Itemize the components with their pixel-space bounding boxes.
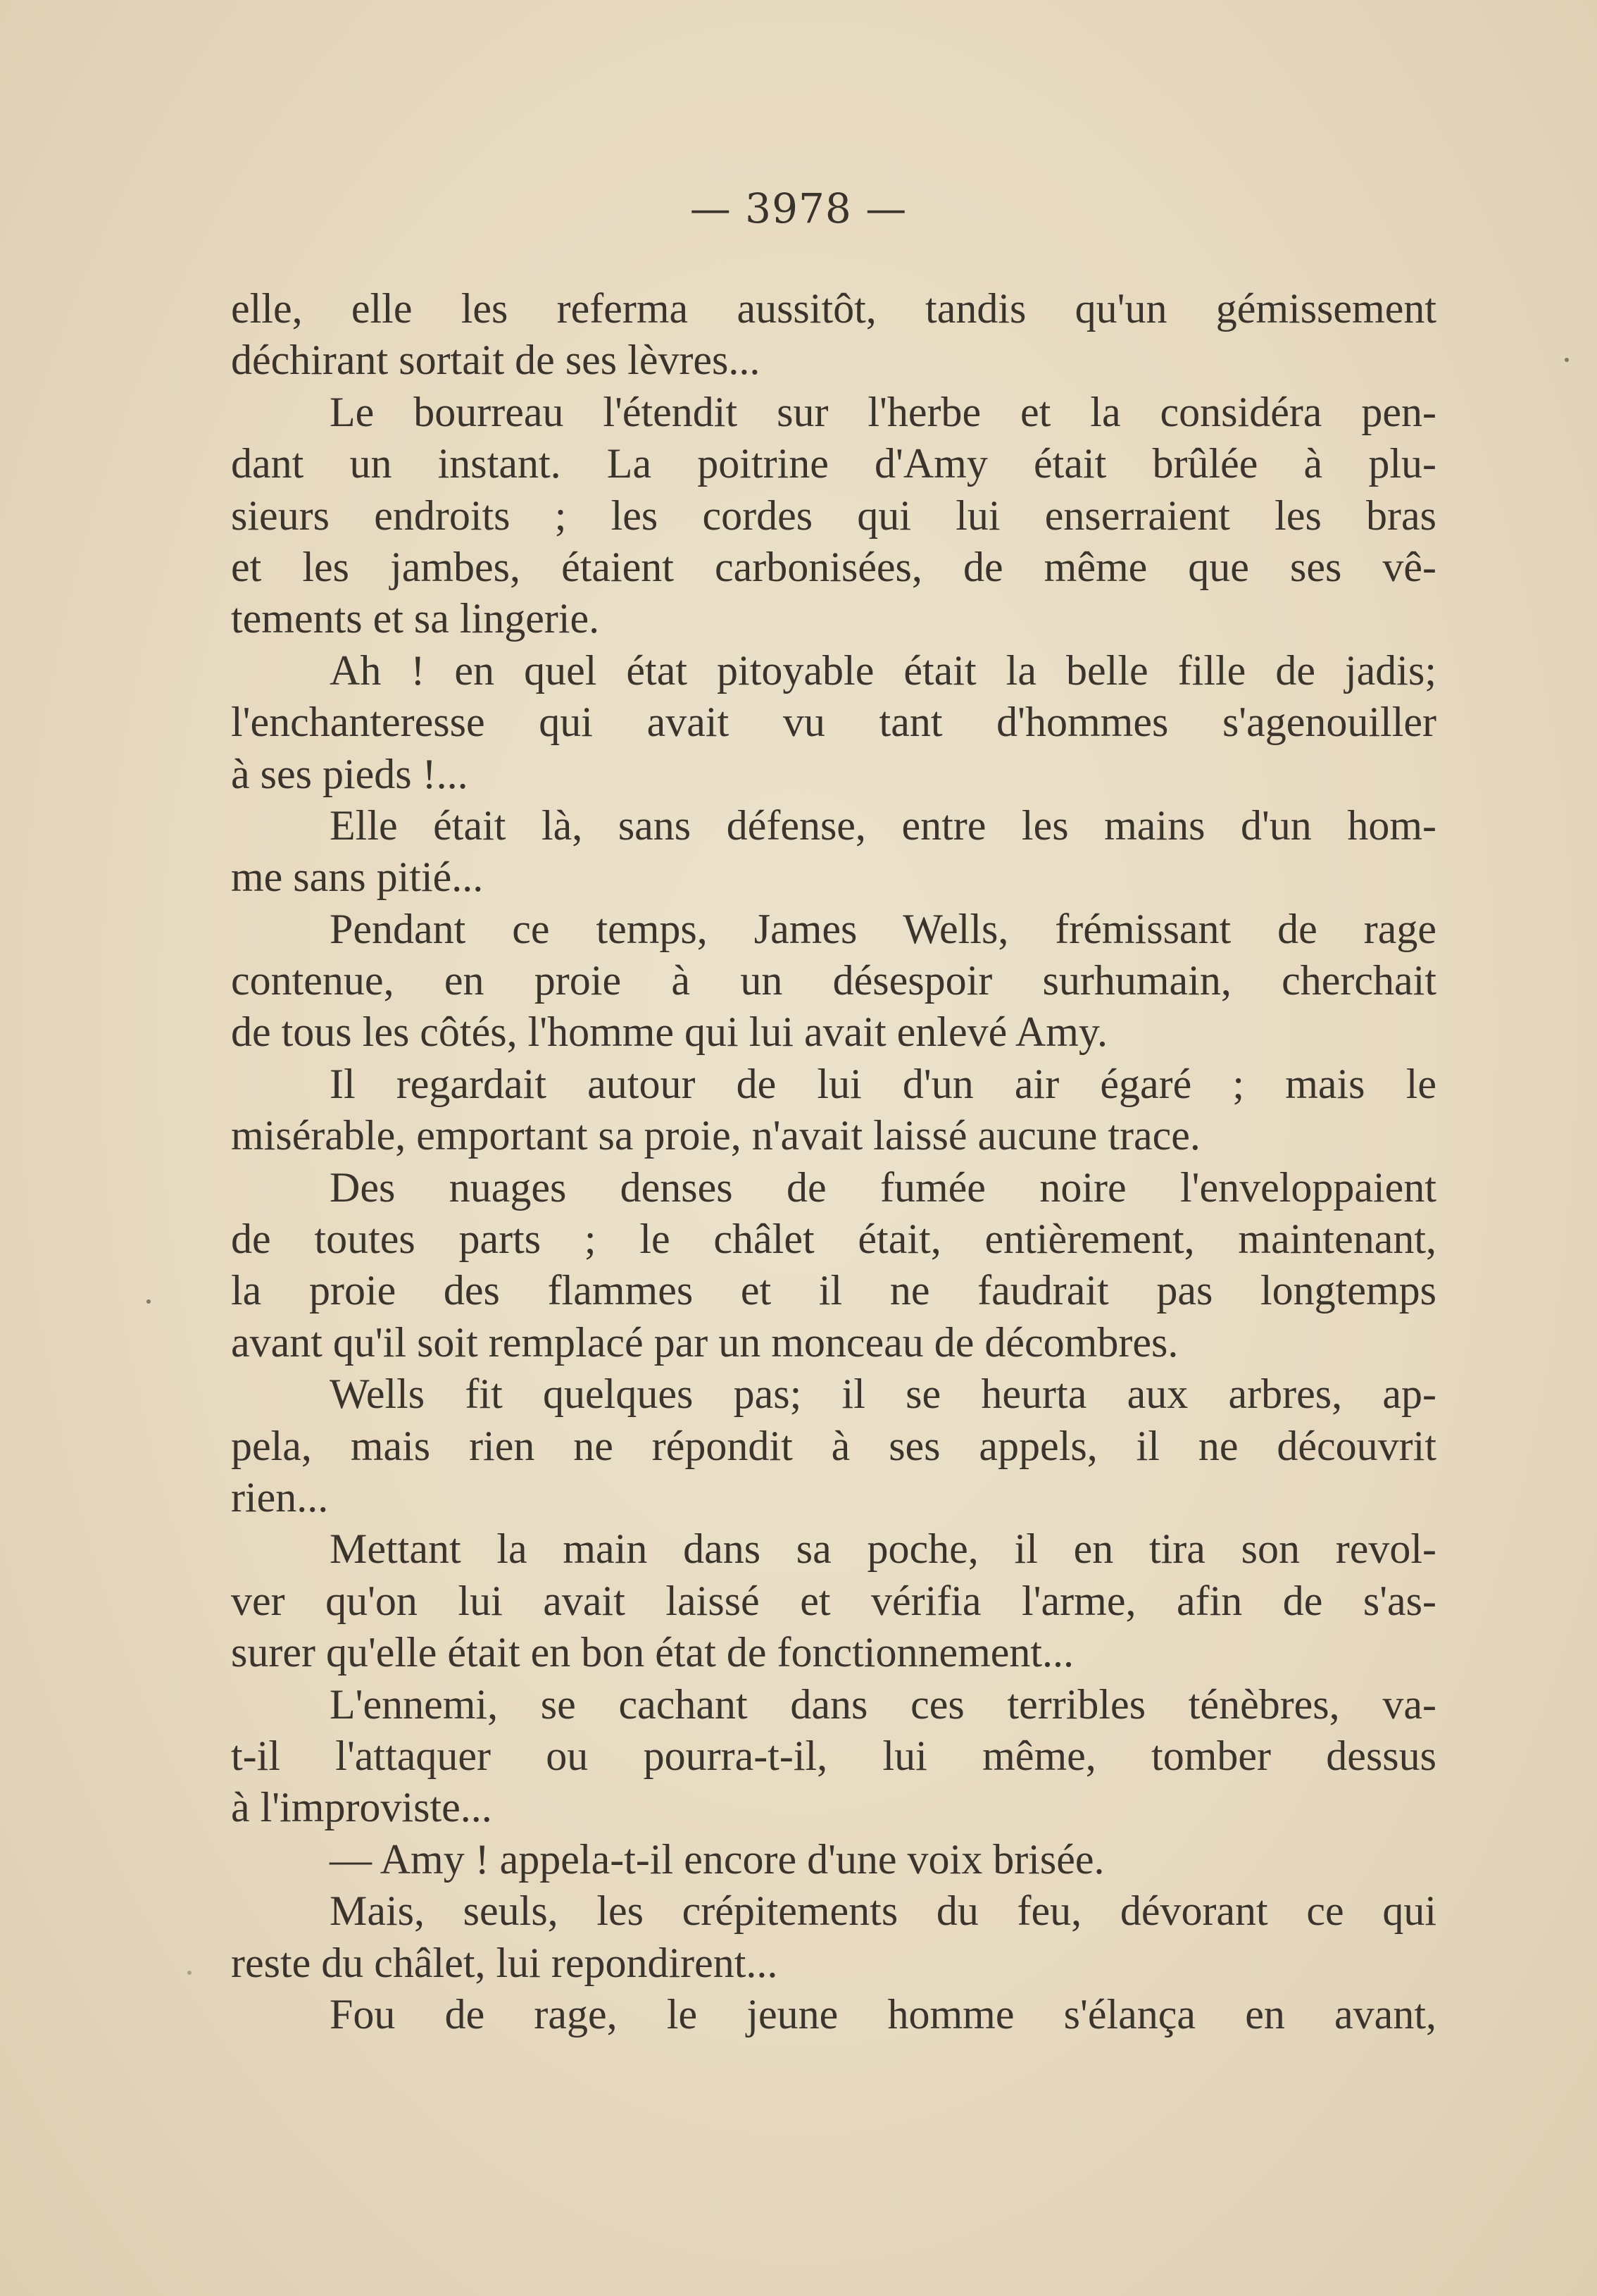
text-line: avant qu'il soit remplacé par un monceau de décombres. <box>231 1318 1179 1366</box>
text-line: à ses pieds !... <box>231 750 468 797</box>
text-line: Elle était là, sans défense, entre les mains d'un hom- <box>330 801 1436 849</box>
paper-speck <box>187 1971 192 1975</box>
text-line: Des nuages denses de fumée noire l'enveloppaient <box>330 1163 1436 1211</box>
text-line: et les jambes, étaient carbonisées, de même que ses vê- <box>231 543 1436 590</box>
text-line: Mais, seuls, les crépitements du feu, dévorant ce qui <box>330 1888 1436 1935</box>
paper-speck <box>1565 358 1569 362</box>
text-line: de toutes parts ; le châlet était, entièrement, maintenant, <box>231 1216 1436 1263</box>
text-line: contenue, en proie à un désespoir surhumain, cherchait <box>231 957 1436 1004</box>
text-line: l'enchanteresse qui avait vu tant d'hommes s'agenouiller <box>231 699 1436 746</box>
text-line: Ah ! en quel état pitoyable était la belle fille de jadis; <box>330 647 1436 694</box>
text-line: Pendant ce temps, James Wells, frémissant de rage <box>330 905 1436 952</box>
paper-speck <box>146 1299 151 1304</box>
text-line: Le bourreau l'étendit sur l'herbe et la considéra pen- <box>330 388 1436 435</box>
text-line: Fou de rage, le jeune homme s'élança en avant, <box>330 1990 1436 2038</box>
text-line: ver qu'on lui avait laissé et vérifia l'arme, afin de s'as- <box>231 1577 1436 1624</box>
text-line: à l'improviste... <box>231 1784 492 1831</box>
text-line: sieurs endroits ; les cordes qui lui enserraient les bras <box>231 492 1436 539</box>
text-line: surer qu'elle était en bon état de fonctionnement... <box>231 1629 1075 1676</box>
text-line: t-il l'attaquer ou pourra-t-il, lui même, tomber dessus <box>231 1732 1436 1779</box>
text-line: misérable, emportant sa proie, n'avait laissé aucune trace. <box>231 1112 1201 1159</box>
text-line: déchirant sortait de ses lèvres... <box>231 337 760 384</box>
text-line: — Amy ! appela-t-il encore d'une voix brisée. <box>330 1835 1105 1883</box>
text-line: reste du châlet, lui repondirent... <box>231 1939 778 1986</box>
body-text <box>231 283 1436 2040</box>
text-line: elle, elle les referma aussitôt, tandis qu'un gémissement <box>231 285 1436 332</box>
text-line: rien... <box>231 1473 329 1521</box>
text-line: la proie des flammes et il ne faudrait pas longtemps <box>231 1267 1436 1314</box>
text-line: L'ennemi, se cachant dans ces terribles ténèbres, va- <box>330 1680 1436 1728</box>
text-line: pela, mais rien ne répondit à ses appels, il ne découvrit <box>231 1422 1436 1469</box>
text-line: Il regardait autour de lui d'un air égaré ; mais le <box>330 1060 1436 1107</box>
text-line: dant un instant. La poitrine d'Amy était brûlée à plu- <box>231 440 1436 487</box>
text-line: tements et sa lingerie. <box>231 595 600 642</box>
text-line: Mettant la main dans sa poche, il en tira son revol- <box>330 1526 1436 1573</box>
page-number: — 3978 — <box>689 185 908 232</box>
text-line: me sans pitié... <box>231 854 484 901</box>
text-line: Wells fit quelques pas; il se heurta aux arbres, ap- <box>330 1371 1436 1418</box>
text-line: de tous les côtés, l'homme qui lui avait enlevé Amy. <box>231 1009 1108 1056</box>
